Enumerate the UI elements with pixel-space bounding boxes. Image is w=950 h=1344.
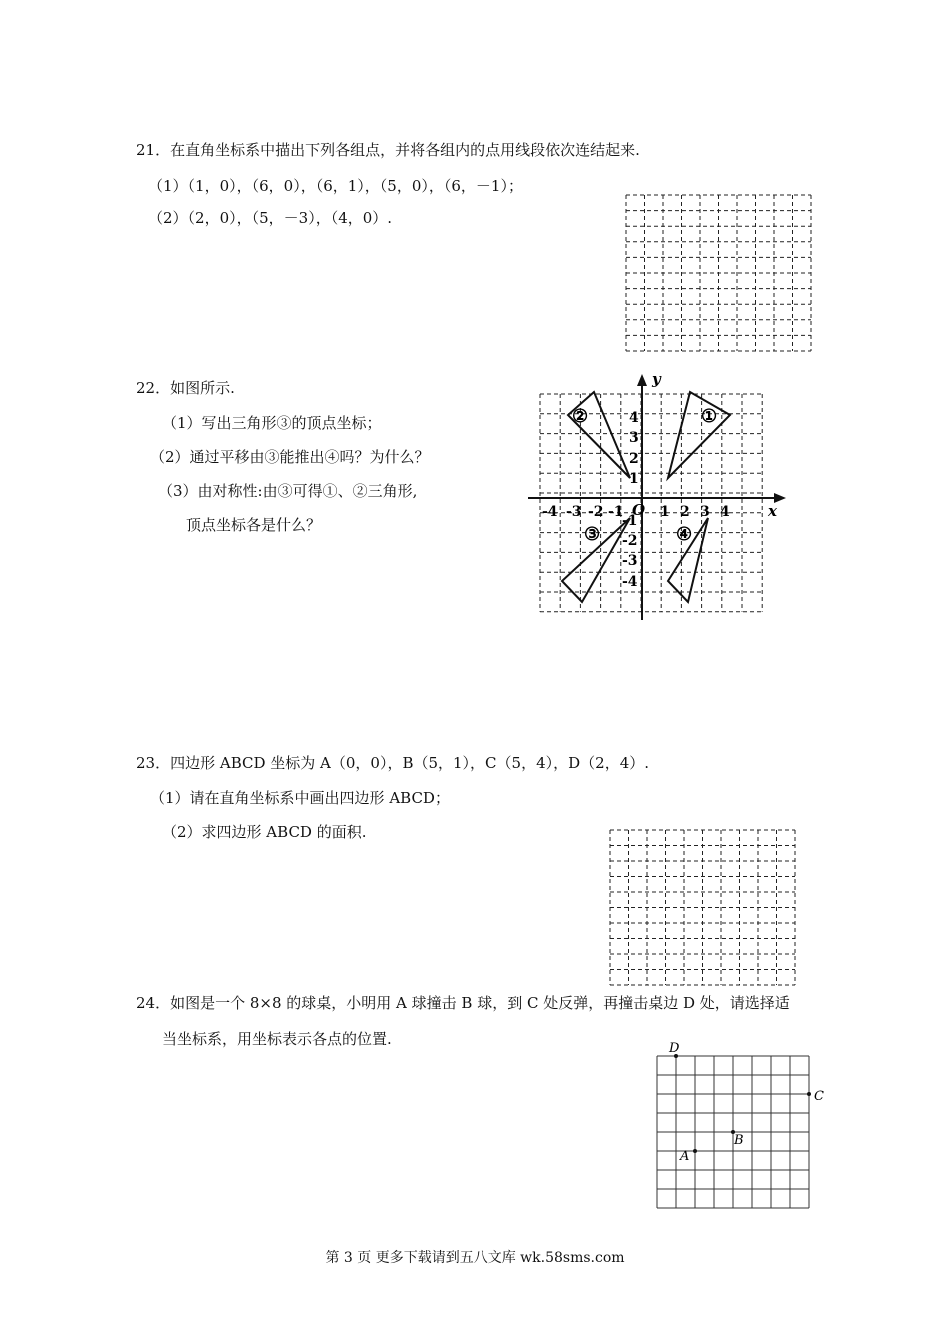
q21-part1: （1）（1，0），（6，0），（6，1），（5，0），（6，－1）； (148, 177, 523, 195)
point-C (807, 1092, 811, 1096)
q23-part2: （2）求四边形 ABCD 的面积. (162, 823, 367, 841)
q22-part1: （1）写出三角形③的顶点坐标； (162, 414, 382, 432)
q24-stem: 24．如图是一个 8×8 的球桌，小明用 A 球撞击 B 球，到 C 处反弹，再撞击桌边 D 处，请选择适 (136, 994, 790, 1012)
x-tick-label: -1 (608, 504, 624, 520)
x-axis-label: x (768, 502, 777, 520)
y-tick-label: 4 (629, 410, 639, 426)
triangle-2-label: ② (572, 406, 589, 427)
y-tick-label: -2 (622, 533, 638, 549)
triangle-4-label: ④ (676, 524, 693, 545)
y-tick-label: -3 (622, 553, 638, 569)
origin-label: O (632, 501, 646, 519)
y-tick-label: 2 (629, 451, 639, 467)
x-tick-label: 2 (680, 504, 690, 520)
y-tick-label: 1 (629, 471, 639, 487)
label-B: B (734, 1133, 744, 1148)
y-tick-label: -4 (622, 574, 638, 590)
q22-part3b: 顶点坐标各是什么？ (186, 516, 322, 534)
q21-stem: 21．在直角坐标系中描出下列各组点，并将各组内的点用线段依次连结起来. (136, 141, 640, 159)
x-tick-label: -3 (566, 504, 582, 520)
q23-grid (608, 828, 798, 988)
x-tick-label: 4 (720, 504, 730, 520)
x-tick-label: 1 (660, 504, 670, 520)
x-tick-label: -4 (542, 504, 558, 520)
q23-part1: （1）请在直角坐标系中画出四边形 ABCD； (150, 789, 450, 807)
x-tick-label: 3 (700, 504, 710, 520)
label-D: D (669, 1041, 680, 1056)
q23-stem: 23．四边形 ABCD 坐标为 A（0，0），B（5，1），C（5，4），D（2，4）. (136, 754, 650, 772)
triangle-1 (668, 392, 730, 478)
label-A: A (680, 1149, 690, 1164)
label-C: C (814, 1089, 824, 1104)
q21-part2: （2）（2，0），（5，－3），（4，0）. (148, 209, 393, 227)
y-tick-label: 3 (629, 430, 639, 446)
q22-coordinate-figure (528, 370, 790, 620)
y-axis-label: y (652, 370, 661, 388)
q22-stem: 22．如图所示. (136, 379, 235, 397)
q24-pool-table (650, 1038, 830, 1210)
point-A (693, 1149, 697, 1153)
q24-stem-cont: 当坐标系，用坐标表示各点的位置. (162, 1030, 392, 1048)
q22-part3: （3）由对称性:由③可得①、②三角形, (158, 482, 418, 500)
y-axis-arrow-icon (637, 374, 647, 386)
q21-grid (624, 193, 814, 355)
y-tick-label: -1 (622, 513, 638, 529)
q22-part2: （2）通过平移由③能推出④吗？为什么？ (150, 448, 430, 466)
page-footer: 第 3 页 更多下载请到五八文库 wk.58sms.com (325, 1250, 625, 1266)
triangle-3-label: ③ (584, 524, 601, 545)
triangle-1-label: ① (701, 406, 718, 427)
x-tick-label: -2 (588, 504, 604, 520)
